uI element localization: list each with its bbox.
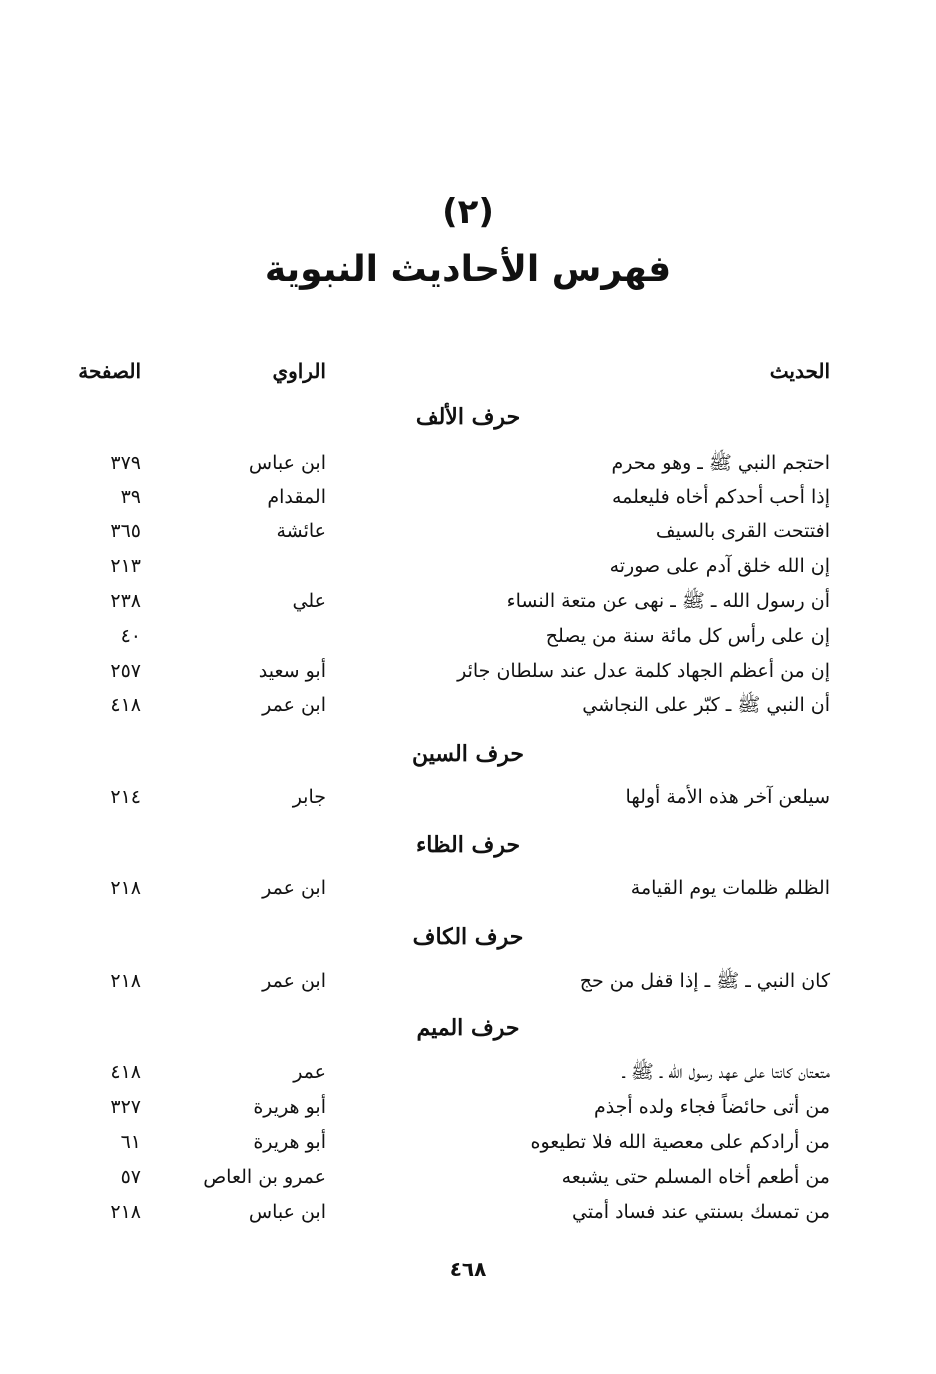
letter-heading-meem: حرف الميم <box>416 1015 520 1041</box>
narrator-name: أبو هريرة <box>253 1096 326 1118</box>
table-row <box>0 964 936 998</box>
hadith-text: متعتان كانتا على عهد رسول الله ـ ﷺ ـ <box>622 1061 830 1083</box>
hadith-text: من أطعم أخاه المسلم حتى يشبعه <box>561 1166 830 1188</box>
section-number: (٢) <box>442 192 494 232</box>
letter-heading-alif: حرف الألف <box>415 404 521 430</box>
hadith-text: إن الله خلق آدم على صورته <box>609 555 830 577</box>
page-ref: ٦١ <box>120 1131 141 1153</box>
narrator-name: جابر <box>292 786 326 808</box>
page-ref: ٢١٨ <box>110 970 141 992</box>
column-headers <box>0 354 936 388</box>
narrator-name: ابن عمر <box>262 970 326 992</box>
table-row <box>0 584 936 618</box>
page-ref: ٢١٤ <box>110 786 141 808</box>
page-number: ٤٦٨ <box>449 1257 487 1281</box>
hadith-text: من تمسك بسنتي عند فساد أمتي <box>572 1201 830 1223</box>
page-ref: ٣٩ <box>120 486 141 508</box>
hadith-text: إذا أحب أحدكم أخاه فليعلمه <box>611 486 830 508</box>
page-ref: ٤٠ <box>120 625 141 647</box>
narrator-name: المقدام <box>267 486 326 508</box>
page-ref: ٢٥٧ <box>110 660 141 682</box>
hadith-text: افتتحت القرى بالسيف <box>655 520 830 542</box>
table-row <box>0 549 936 583</box>
table-row <box>0 654 936 688</box>
hadith-text: إن على رأس كل مائة سنة من يصلح <box>545 625 830 647</box>
index-title: فهرس الأحاديث النبوية <box>264 249 672 290</box>
letter-heading-zaa: حرف الظاء <box>415 832 521 858</box>
narrator-name: ابن عمر <box>262 877 326 899</box>
hadith-text: الظلم ظلمات يوم القيامة <box>630 877 830 899</box>
page-ref: ٣٢٧ <box>110 1096 141 1118</box>
page-ref: ٤١٨ <box>110 1061 141 1083</box>
column-header-page: الصفحة <box>78 359 141 383</box>
table-row <box>0 1160 936 1194</box>
page-ref: ٢٣٨ <box>110 590 141 612</box>
table-row <box>0 688 936 722</box>
narrator-name: عمرو بن العاص <box>203 1166 326 1188</box>
narrator-name: أبو هريرة <box>253 1131 326 1153</box>
narrator-name: ابن عباس <box>248 1201 326 1223</box>
table-row <box>0 514 936 548</box>
narrator-name: علي <box>292 590 326 612</box>
page-ref: ٤١٨ <box>110 694 141 716</box>
table-row <box>0 871 936 905</box>
table-row <box>0 480 936 514</box>
hadith-text: سيلعن آخر هذه الأمة أولها <box>625 786 830 808</box>
column-header-hadith: الحديث <box>769 359 830 383</box>
narrator-name: ابن عباس <box>248 452 326 474</box>
narrator-name: عائشة <box>276 520 326 542</box>
page-ref: ٢١٨ <box>110 1201 141 1223</box>
letter-heading-seen: حرف السين <box>411 741 525 767</box>
column-header-narrator: الراوي <box>272 359 326 383</box>
narrator-name: أبو سعيد <box>258 660 326 682</box>
hadith-text: من أرادكم على معصية الله فلا تطيعوه <box>530 1131 830 1153</box>
narrator-name: ابن عمر <box>262 694 326 716</box>
page-ref: ٣٧٩ <box>110 452 141 474</box>
table-row <box>0 619 936 653</box>
hadith-text: احتجم النبي ﷺ ـ وهو محرم <box>611 452 830 474</box>
table-row <box>0 1090 936 1124</box>
table-row <box>0 1055 936 1089</box>
page-ref: ٥٧ <box>120 1166 141 1188</box>
table-row <box>0 1125 936 1159</box>
hadith-text: إن من أعظم الجهاد كلمة عدل عند سلطان جائر <box>457 660 830 682</box>
hadith-text: كان النبي ـ ﷺ ـ إذا قفل من حج <box>579 970 830 992</box>
letter-heading-kaf: حرف الكاف <box>412 924 524 950</box>
page-ref: ٣٦٥ <box>110 520 141 542</box>
page-ref: ٢١٨ <box>110 877 141 899</box>
hadith-text: أن رسول الله ـ ﷺ ـ نهى عن متعة النساء <box>506 590 830 612</box>
page-ref: ٢١٣ <box>110 555 141 577</box>
table-row <box>0 780 936 814</box>
table-row <box>0 1195 936 1229</box>
narrator-name: عمر <box>293 1061 326 1083</box>
table-row <box>0 446 936 480</box>
hadith-text: أن النبي ﷺ ـ كبّر على النجاشي <box>582 694 830 716</box>
hadith-text: من أتى حائضاً فجاء ولده أجذم <box>593 1096 830 1118</box>
